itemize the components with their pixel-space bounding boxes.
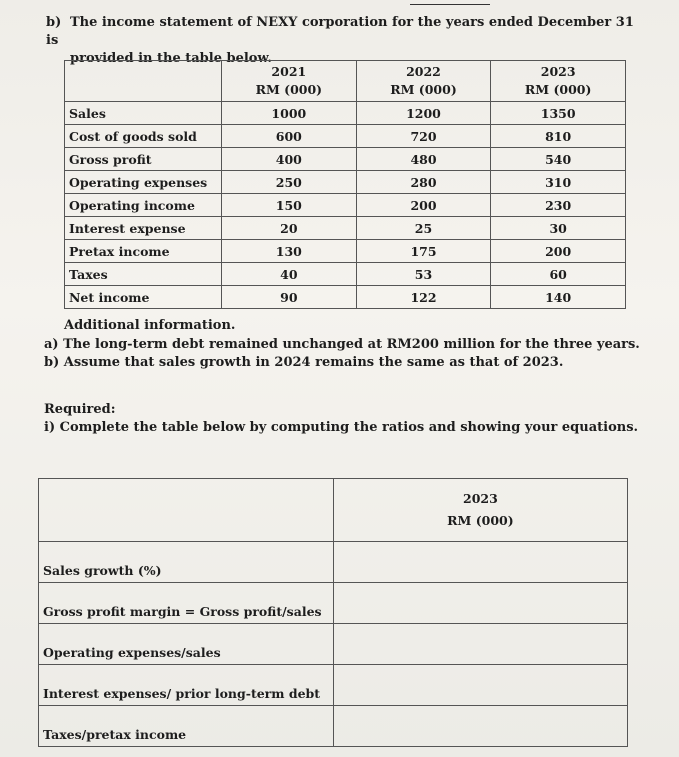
table-row bbox=[39, 583, 628, 624]
row-label: Interest expense bbox=[65, 217, 222, 240]
income-header-2021 bbox=[222, 61, 357, 102]
table-row bbox=[65, 148, 626, 171]
ratio-label: Taxes/pretax income bbox=[39, 706, 334, 747]
ratio-label: Interest expenses/ prior long-term debt bbox=[39, 665, 334, 706]
cell-value: 53 bbox=[356, 263, 491, 286]
row-label: Net income bbox=[65, 286, 222, 309]
header-unit: RM (000) bbox=[447, 513, 514, 528]
cell-value: 122 bbox=[356, 286, 491, 309]
cell-value: 200 bbox=[356, 194, 491, 217]
cell-value: 400 bbox=[222, 148, 357, 171]
answer-cell[interactable] bbox=[333, 624, 627, 665]
table-row bbox=[65, 102, 626, 125]
header-year: 2023 bbox=[540, 64, 576, 79]
answer-cell[interactable] bbox=[333, 542, 627, 583]
table-row bbox=[65, 263, 626, 286]
cell-value: 810 bbox=[491, 125, 626, 148]
table-row bbox=[39, 665, 628, 706]
row-label: Pretax income bbox=[65, 240, 222, 263]
cell-value: 25 bbox=[356, 217, 491, 240]
row-label: Sales bbox=[65, 102, 222, 125]
table-row bbox=[65, 171, 626, 194]
table-row bbox=[65, 194, 626, 217]
cell-value: 40 bbox=[222, 263, 357, 286]
ratio-header-row bbox=[39, 479, 628, 542]
income-header-blank bbox=[65, 61, 222, 102]
required-task: i) Complete the table below by computing the ratios and showing your equations. bbox=[44, 420, 639, 435]
cell-value: 90 bbox=[222, 286, 357, 309]
ratio-label: Sales growth (%) bbox=[39, 542, 334, 583]
table-row bbox=[65, 286, 626, 309]
cell-value: 720 bbox=[356, 125, 491, 148]
additional-info-list bbox=[44, 336, 644, 372]
ratio-label: Gross profit margin = Gross profit/sales bbox=[39, 583, 334, 624]
cell-value: 230 bbox=[491, 194, 626, 217]
table-row bbox=[65, 125, 626, 148]
income-header-2022 bbox=[356, 61, 491, 102]
row-label: Operating expenses bbox=[65, 171, 222, 194]
additional-info-title: Additional information. bbox=[64, 318, 236, 333]
cell-value: 20 bbox=[222, 217, 357, 240]
intro-line-2: provided in the table below. bbox=[70, 51, 272, 66]
cell-value: 150 bbox=[222, 194, 357, 217]
intro-line-1: The income statement of NEXY corporation for the years ended December 31 is bbox=[46, 15, 634, 48]
cell-value: 130 bbox=[222, 240, 357, 263]
cell-value: 1350 bbox=[491, 102, 626, 125]
table-row bbox=[39, 624, 628, 665]
row-label: Taxes bbox=[65, 263, 222, 286]
cell-value: 140 bbox=[491, 286, 626, 309]
cell-value: 175 bbox=[356, 240, 491, 263]
cell-value: 1200 bbox=[356, 102, 491, 125]
cell-value: 60 bbox=[491, 263, 626, 286]
cell-value: 250 bbox=[222, 171, 357, 194]
answer-cell[interactable] bbox=[333, 665, 627, 706]
table-row bbox=[39, 542, 628, 583]
cell-value: 600 bbox=[222, 125, 357, 148]
row-label: Gross profit bbox=[65, 148, 222, 171]
cell-value: 200 bbox=[491, 240, 626, 263]
cell-value: 30 bbox=[491, 217, 626, 240]
header-unit: RM (000) bbox=[524, 82, 592, 97]
note-item: a) The long-term debt remained unchanged at RM200 million for the three years. bbox=[44, 337, 640, 352]
header-unit: RM (000) bbox=[390, 82, 457, 97]
ratio-table bbox=[38, 478, 628, 747]
table-row bbox=[65, 240, 626, 263]
header-year: 2023 bbox=[463, 491, 498, 506]
row-label: Operating income bbox=[65, 194, 222, 217]
ratio-header-blank bbox=[39, 479, 334, 542]
answer-cell[interactable] bbox=[333, 583, 627, 624]
table-row bbox=[39, 706, 628, 747]
cell-value: 280 bbox=[356, 171, 491, 194]
header-year: 2022 bbox=[406, 64, 441, 79]
question-label: b) bbox=[46, 15, 62, 30]
header-year: 2021 bbox=[271, 64, 307, 79]
note-item: b) Assume that sales growth in 2024 remains the same as that of 2023. bbox=[44, 355, 564, 370]
cell-value: 1000 bbox=[222, 102, 357, 125]
cell-value: 480 bbox=[356, 148, 491, 171]
ratio-label: Operating expenses/sales bbox=[39, 624, 334, 665]
income-header-row bbox=[65, 61, 626, 102]
top-rule bbox=[410, 4, 490, 5]
required-title: Required: bbox=[44, 402, 116, 417]
header-unit: RM (000) bbox=[255, 82, 323, 97]
ratio-header-2023 bbox=[333, 479, 627, 542]
income-statement-table bbox=[64, 60, 626, 309]
cell-value: 540 bbox=[491, 148, 626, 171]
row-label: Cost of goods sold bbox=[65, 125, 222, 148]
answer-cell[interactable] bbox=[333, 706, 627, 747]
cell-value: 310 bbox=[491, 171, 626, 194]
table-row bbox=[65, 217, 626, 240]
income-header-2023 bbox=[491, 61, 626, 102]
